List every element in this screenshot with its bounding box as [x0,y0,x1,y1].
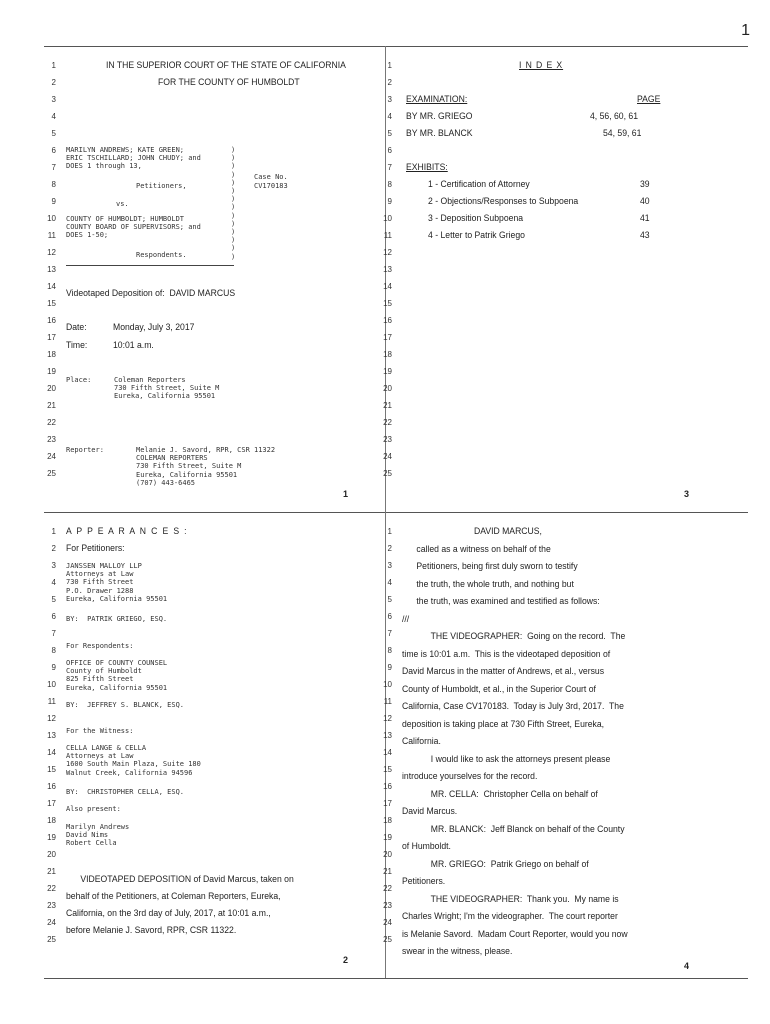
court-line-1: IN THE SUPERIOR COURT OF THE STATE OF CALIFORNIA [106,60,346,71]
transcript-line: the truth, was examined and testified as follows: [402,596,600,607]
deposition-title: Videotaped Deposition of: DAVID MARCUS [66,288,236,299]
top-rule [44,46,748,47]
petitioners-names: MARILYN ANDREWS; KATE GREEN; ERIC TSCHILLARD; JOHN CHUDY; and DOES 1 through 13, [66,146,201,171]
transcript-line: DAVID MARCUS, [402,526,542,537]
line-number: 13 [47,265,56,274]
line-number: 22 [383,418,392,427]
petitioners-firm: JANSSEN MALLOY LLP Attorneys at Law 730 Fifth Street P.O. Drawer 1288 Eureka, California 95501 [66,562,168,603]
stipulation-line: California, on the 3rd day of July, 2017, at 10:01 a.m., [66,908,271,919]
page-number: 3 [684,489,690,499]
line-number: 6 [387,612,392,621]
line-number: 20 [383,850,392,859]
line-number: 19 [383,367,392,376]
line-number: 8 [387,646,392,655]
line-number: 18 [383,816,392,825]
line-number: 14 [47,282,56,291]
transcript-line: MR. CELLA: Christopher Cella on behalf of [402,788,598,800]
transcript-line: County of Humboldt, et al., in the Superior Court of [402,683,596,695]
also-present-label: Also present: [66,805,121,813]
line-number: 10 [47,680,56,689]
transcript-line: David Marcus. [402,806,458,817]
stipulation-line: VIDEOTAPED DEPOSITION of David Marcus, taken on [66,874,294,885]
bottom-rule [44,978,748,979]
court-line-2: FOR THE COUNTY OF HUMBOLDT [158,77,300,88]
for-respondents-label: For Respondents: [66,642,134,650]
respondents-label: Respondents. [136,251,187,259]
line-number: 23 [47,901,56,910]
line-number: 23 [47,435,56,444]
line-number: 15 [383,299,392,308]
transcript-line: /// [402,613,410,625]
line-number: 12 [47,248,56,257]
line-number: 18 [383,350,392,359]
sheet-number: 1 [741,22,750,39]
line-number: 1 [387,527,392,536]
transcript-line: Petitioners, being first duly sworn to testify [402,561,578,572]
transcript-line: MR. BLANCK: Jeff Blanck on behalf of the County [402,823,625,835]
page-number: 4 [684,961,690,971]
transcript-line: the truth, the whole truth, and nothing but [402,578,574,590]
line-number: 21 [383,401,392,410]
line-number: 17 [47,333,56,342]
respondents-attorney: BY: JEFFREY S. BLANCK, ESQ. [66,701,185,709]
page-number: 1 [343,489,349,499]
line-number: 15 [383,765,392,774]
line-number: 9 [51,197,56,206]
line-number: 12 [383,714,392,723]
line-number: 21 [47,867,56,876]
line-number: 17 [383,333,392,342]
line-number: 4 [387,578,392,587]
line-number: 19 [47,367,56,376]
index-title: I N D E X [519,60,564,71]
transcript-page-2 [38,524,379,964]
line-number: 13 [383,731,392,740]
line-number: 3 [51,95,56,104]
line-number: 7 [51,629,56,638]
time-value: 10:01 a.m. [113,340,154,351]
line-number: 25 [383,469,392,478]
caption-underline [66,265,234,266]
line-number: 4 [387,112,392,121]
place-value: Coleman Reporters 730 Fifth Street, Suite M Eureka, California 95501 [114,376,220,401]
line-number: 1 [51,61,56,70]
page-column-label: PAGE [637,94,661,105]
line-number: 7 [387,629,392,638]
reporter-value: Melanie J. Savord, RPR, CSR 11322 COLEMAN REPORTERS 730 Fifth Street, Suite M Eureka, California 95501 (707) 443-6465 [136,446,276,487]
line-number: 6 [51,146,56,155]
line-number: 24 [47,918,56,927]
exam-by: BY MR. GRIEGO [406,111,473,122]
line-number: 2 [387,78,392,87]
line-number: 25 [47,935,56,944]
place-label: Place: [66,376,92,384]
line-number: 5 [387,595,392,604]
witness-firm: CELLA LANGE & CELLA Attorneys at Law 1600 South Main Plaza, Suite 180 Walnut Creek, California 94596 [66,744,201,777]
stipulation-line: behalf of the Petitioners, at Coleman Reporters, Eureka, [66,891,281,902]
transcript-page-3 [374,58,715,498]
exhibit-desc: 3 - Deposition Subpoena [428,213,524,224]
line-number: 23 [383,435,392,444]
line-number: 11 [47,697,56,706]
line-number: 16 [383,782,392,791]
line-number: 10 [383,214,392,223]
exam-pages: 4, 56, 60, 61 [590,111,639,122]
respondents-names: COUNTY OF HUMBOLDT; HUMBOLDT COUNTY BOARD OF SUPERVISORS; and DOES 1-50; [66,215,201,240]
line-number: 24 [47,452,56,461]
line-number: 4 [51,578,56,587]
line-number: 25 [383,935,392,944]
line-number: 6 [387,146,392,155]
line-number: 9 [51,663,56,672]
line-number: 4 [51,112,56,121]
line-number: 8 [387,180,392,189]
transcript-page-1 [38,58,379,498]
line-number: 17 [47,799,56,808]
exhibit-desc: 2 - Objections/Responses to Subpoena [428,196,579,207]
line-number: 5 [51,129,56,138]
exhibit-page: 43 [640,230,650,241]
line-number: 8 [51,646,56,655]
line-number: 19 [47,833,56,842]
line-number: 2 [51,78,56,87]
line-number: 3 [387,95,392,104]
line-number: 10 [383,680,392,689]
transcript-line: of Humboldt. [402,841,451,852]
line-number: 12 [383,248,392,257]
versus-text: vs. [116,200,129,208]
line-number: 22 [47,884,56,893]
examination-label: EXAMINATION: [406,94,468,105]
transcript-line: is Melanie Savord. Madam Court Reporter, would you now [402,928,628,940]
line-number: 13 [47,731,56,740]
line-number: 23 [383,901,392,910]
line-number: 14 [383,282,392,291]
line-number: 1 [387,61,392,70]
exhibit-desc: 4 - Letter to Patrik Griego [428,230,525,241]
line-number: 16 [47,782,56,791]
line-number: 15 [47,299,56,308]
transcript-line: MR. GRIEGO: Patrik Griego on behalf of [402,858,589,870]
for-witness-label: For the Witness: [66,727,134,735]
caption-brackets: ) ) ) ) ) ) ) ) ) ) ) ) ) ) [231,146,236,261]
line-number: 14 [47,748,56,757]
page-number: 2 [343,955,349,965]
line-number: 2 [387,544,392,553]
appearances-heading: A P P E A R A N C E S : [66,526,188,537]
line-number: 9 [387,197,392,206]
line-number: 3 [387,561,392,570]
line-number: 15 [47,765,56,774]
transcript-line: I would like to ask the attorneys present please [402,753,611,765]
transcript-line: California. [402,736,441,747]
line-number: 20 [47,850,56,859]
transcript-line: called as a witness on behalf of the [402,543,551,555]
date-value: Monday, July 3, 2017 [113,322,195,333]
line-number: 16 [383,316,392,325]
middle-rule [44,512,748,513]
exhibit-page: 39 [640,179,650,190]
date-label: Date: [66,322,87,333]
transcript-line: introduce yourselves for the record. [402,771,538,782]
petitioners-attorney: BY: PATRIK GRIEGO, ESQ. [66,615,168,623]
witness-attorney: BY: CHRISTOPHER CELLA, ESQ. [66,788,185,796]
transcript-line: deposition is taking place at 730 Fifth Street, Eureka, [402,718,605,730]
line-number: 9 [387,663,392,672]
line-number: 24 [383,452,392,461]
line-number: 1 [51,527,56,536]
line-number: 22 [383,884,392,893]
line-number: 21 [47,401,56,410]
line-number: 18 [47,816,56,825]
line-number: 10 [47,214,56,223]
for-petitioners-label: For Petitioners: [66,543,125,554]
line-number: 21 [383,867,392,876]
line-number: 3 [51,561,56,570]
line-number: 6 [51,612,56,621]
transcript-line: time is 10:01 a.m. This is the videotaped deposition of [402,648,611,660]
transcript-line: David Marcus in the matter of Andrews, et al., versus [402,666,605,677]
exhibit-page: 40 [640,196,650,207]
line-number: 25 [47,469,56,478]
line-number: 11 [47,231,56,240]
line-number: 2 [51,544,56,553]
line-number: 18 [47,350,56,359]
line-number: 17 [383,799,392,808]
transcript-line: THE VIDEOGRAPHER: Going on the record. The [402,631,626,642]
transcript-line: swear in the witness, please. [402,946,513,957]
line-number: 8 [51,180,56,189]
line-number: 20 [383,384,392,393]
exam-by: BY MR. BLANCK [406,128,473,139]
line-number: 24 [383,918,392,927]
line-number: 19 [383,833,392,842]
line-number: 22 [47,418,56,427]
present-names: Marilyn Andrews David Nims Robert Cella [66,823,130,848]
line-number: 13 [383,265,392,274]
transcript-page-4 [374,524,715,971]
line-number: 11 [383,697,392,706]
time-label: Time: [66,340,88,351]
reporter-label: Reporter: [66,446,104,454]
respondents-firm: OFFICE OF COUNTY COUNSEL County of Humboldt 825 Fifth Street Eureka, California 95501 [66,659,168,692]
line-number: 20 [47,384,56,393]
exam-pages: 54, 59, 61 [603,128,642,139]
line-number: 7 [51,163,56,172]
line-number: 14 [383,748,392,757]
exhibit-page: 41 [640,213,650,224]
transcript-line: THE VIDEOGRAPHER: Thank you. My name is [402,893,619,905]
line-number: 12 [47,714,56,723]
exhibit-desc: 1 - Certification of Attorney [428,179,530,190]
petitioners-label: Petitioners, [136,182,187,190]
exhibits-label: EXHIBITS: [406,162,448,173]
transcript-line: California, Case CV170183. Today is July 3rd, 2017. The [402,701,624,712]
line-number: 5 [387,129,392,138]
case-no: CV170183 [254,182,288,190]
line-number: 7 [387,163,392,172]
stipulation-line: before Melanie J. Savord, RPR, CSR 11322. [66,925,237,936]
transcript-line: Petitioners. [402,876,446,887]
line-number: 16 [47,316,56,325]
transcript-line: Charles Wright; I'm the videographer. The court reporter [402,911,618,922]
line-number: 11 [383,231,392,240]
line-number: 5 [51,595,56,604]
case-no-label: Case No. [254,173,288,181]
